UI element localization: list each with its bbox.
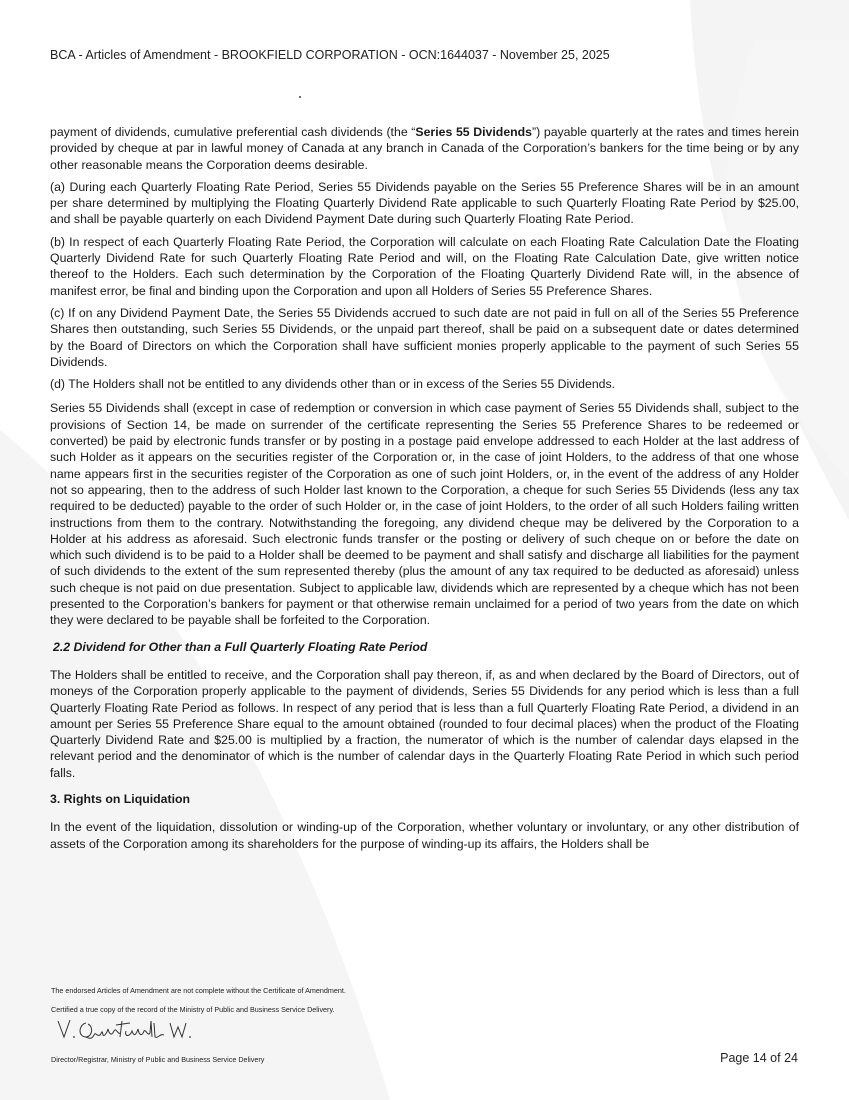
intro-bold-term: Series 55 Dividends — [415, 125, 533, 139]
page-number: Page 14 of 24 — [720, 1051, 798, 1065]
section-2-2-heading: 2.2 Dividend for Other than a Full Quarterly Floating Rate Period — [53, 639, 428, 654]
paragraph-intro — [50, 124, 799, 173]
registrar-signature — [56, 1017, 206, 1043]
paragraph-payment: Series 55 Dividends shall (except in case of redemption or conversion in which case payment of Series 55 Dividends shall, subject to the provisions of Section 14, be made on surrender of the certificate representing the Series 55 Preference Shares to be redeemed or converted) be paid by electronic funds transfer or by posting in a postage paid envelope addressed to each Holder at the last address of such Holder as it appears on the securities register of the Corporation or, in the case of joint Holders, to the address of that one whose name appears first in the securities register of the Corporation as one of such joint Holders, or, in the event of the address of any Holder not so appearing, then to the address of such Holder last known to the Corporation, a cheque for such Series 55 Dividends (less any tax required to be deducted) payable to the order of such Holder or, in the case of joint Holders, to the order of all such Holders failing written instructions from them to the contrary. Notwithstanding the foregoing, any dividend cheque may be delivered by the Corporation to a Holder at his address as aforesaid. Such electronic funds transfer or the posting or delivery of such cheque on or before the date on which such dividend is to be paid to a Holder shall be deemed to be payment and shall satisfy and discharge all liabilities for the payment of such dividends to the extent of the sum represented thereby (plus the amount of any tax required to be deducted as aforesaid) unless such cheque is not paid on due presentation. Subject to applicable law, dividends which are represented by a cheque which has not been presented to the Corporation’s bankers for payment or that otherwise remain unclaimed for a period of two years from the date on which they were declared to be payable shall be forfeited to the Corporation. — [50, 401, 799, 628]
section-3-heading: 3. Rights on Liquidation — [50, 791, 191, 806]
paragraph-a: (a) During each Quarterly Floating Rate Period, Series 55 Dividends payable on the Series 55 Preference Shares will be in an amount per share determined by multiplying the Floating Quarterly Dividend Rate applicable to such Quarterly Floating Rate Period by $25.00, and shall be payable quarterly on each Dividend Payment Date during such Quarterly Floating Rate Period. — [50, 179, 799, 227]
document-body — [50, 124, 799, 858]
document-header: BCA - Articles of Amendment - BROOKFIELD CORPORATION - OCN:1644037 - November 25, 2025 — [50, 48, 610, 62]
intro-text-pre: payment of dividends, cumulative preferential cash dividends (the “ — [50, 125, 416, 139]
intro-text-post: ”) payable quarterly at the rates and times herein provided by cheque at par in lawful money of Canada at any branch in Canada of the Corporation’s bankers for the time being or by any other reasonable means the Corporation deems desirable. — [50, 125, 799, 172]
footer-note-certified: Certified a true copy of the record of the Ministry of Public and Business Service Delivery. — [51, 1005, 335, 1014]
paragraph-b: (b) In respect of each Quarterly Floating Rate Period, the Corporation will calculate on each Floating Rate Calculation Date the Floating Quarterly Dividend Rate for such Quarterly Floating Rate Period and will, on the Floating Rate Calculation Date, give written notice thereof to the Holders. Each such determination by the Corporation of the Floating Quarterly Dividend Rate will, in the absence of manifest error, be final and binding upon the Corporation and upon all Holders of Series 55 Preference Shares. — [50, 234, 799, 298]
stray-dot — [299, 96, 301, 98]
footer-note-director: Director/Registrar, Ministry of Public and Business Service Delivery — [51, 1055, 265, 1064]
footer-note-endorsed: The endorsed Articles of Amendment are not complete without the Certificate of Amendment. — [51, 986, 346, 995]
paragraph-3: In the event of the liquidation, dissolution or winding-up of the Corporation, whether voluntary or involuntary, or any other distribution of assets of the Corporation among its shareholders for the purpose of winding-up its affairs, the Holders shall be — [50, 820, 799, 851]
paragraph-c: (c) If on any Dividend Payment Date, the Series 55 Dividends accrued to such date are not paid in full on all of the Series 55 Preference Shares then outstanding, such Series 55 Dividends, or the unpaid part thereof, shall be paid on a subsequent date or dates determined by the Board of Directors on which the Corporation shall have sufficient monies properly applicable to the payment of such Series 55 Dividends. — [50, 305, 799, 369]
paragraph-d: (d) The Holders shall not be entitled to any dividends other than or in excess of the Series 55 Dividends. — [50, 377, 616, 392]
paragraph-2-2: The Holders shall be entitled to receive, and the Corporation shall pay thereon, if, as and when declared by the Board of Directors, out of moneys of the Corporation properly applicable to the payment of dividends, Series 55 Dividends for any period which is less than a full Quarterly Floating Rate Period as follows. In respect of any period that is less than a full Quarterly Floating Rate Period, a dividend in an amount per Series 55 Preference Share equal to the amount obtained (rounded to four decimal places) when the product of the Floating Quarterly Dividend Rate and $25.00 is multiplied by a fraction, the numerator of which is the number of calendar days elapsed in the relevant period and the denominator of which is the number of calendar days in the Quarterly Floating Rate Period in which such period falls. — [50, 667, 799, 780]
